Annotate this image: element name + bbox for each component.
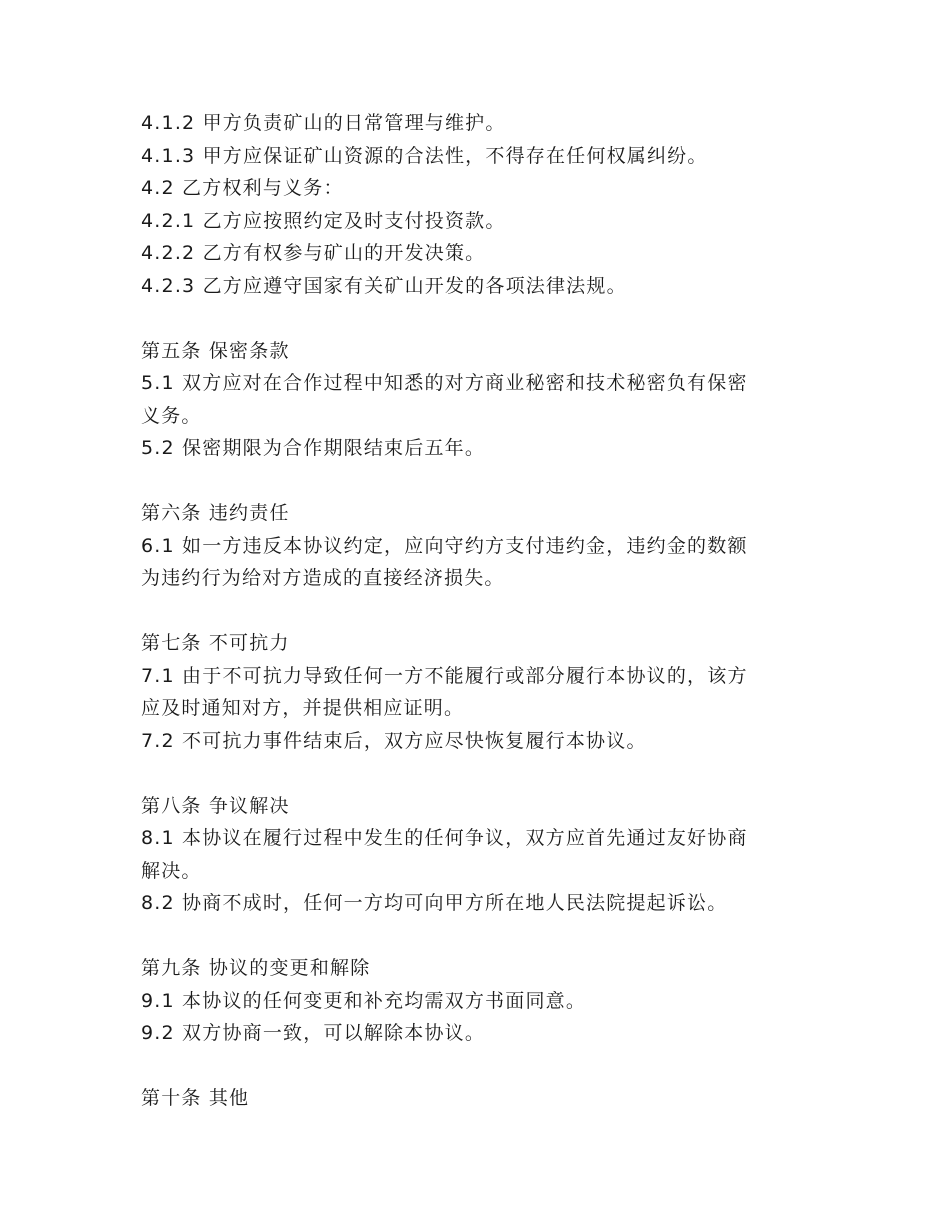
paragraph-spacer: [141, 595, 801, 628]
clause-9-1: 9.1 本协议的任何变更和补充均需双方书面同意。: [141, 989, 587, 1012]
clause-4-2-2: 4.2.2 乙方有权参与矿山的开发决策。: [141, 242, 486, 264]
paragraph-spacer: [141, 1050, 801, 1083]
article-7-heading: 第七条 不可抗力: [141, 632, 290, 654]
clause-4-1-2: 4.1.2 甲方负责矿山的日常管理与维护。: [141, 112, 506, 134]
article-10-heading: 第十条 其他: [141, 1087, 250, 1109]
article-9-heading: 第九条 协议的变更和解除: [141, 957, 371, 979]
paragraph-spacer: [141, 302, 801, 335]
article-5-heading: 第五条 保密条款: [141, 339, 290, 362]
article-8-heading: 第八条 争议解决: [141, 794, 290, 817]
clause-6-1-continued: 为违约行为给对方造成的直接经济损失。: [141, 567, 505, 589]
paragraph-spacer: [141, 920, 801, 953]
clause-4-2-heading: 4.2 乙方权利与义务：: [141, 177, 344, 199]
clause-5-1-continued: 义务。: [141, 404, 202, 427]
clause-4-2-3: 4.2.3 乙方应遵守国家有关矿山开发的各项法律法规。: [141, 274, 627, 297]
clause-7-1-continued: 应及时通知对方，并提供相应证明。: [141, 697, 465, 719]
document-body: [141, 107, 801, 1115]
paragraph-spacer: [141, 757, 801, 790]
clause-8-1: 8.1 本协议在履行过程中发生的任何争议，双方应首先通过友好协商: [141, 827, 748, 849]
clause-4-2-1: 4.2.1 乙方应按照约定及时支付投资款。: [141, 209, 506, 232]
clause-7-1: 7.1 由于不可抗力导致任何一方不能履行或部分履行本协议的，该方: [141, 664, 748, 687]
article-6-heading: 第六条 违约责任: [141, 502, 290, 524]
paragraph-spacer: [141, 465, 801, 498]
clause-5-2: 5.2 保密期限为合作期限结束后五年。: [141, 437, 486, 459]
clause-8-2: 8.2 协商不成时，任何一方均可向甲方所在地人民法院提起诉讼。: [141, 892, 728, 914]
clause-7-2: 7.2 不可抗力事件结束后，双方应尽快恢复履行本协议。: [141, 729, 647, 752]
clause-8-1-continued: 解决。: [141, 859, 202, 882]
clause-5-1: 5.1 双方应对在合作过程中知悉的对方商业秘密和技术秘密负有保密: [141, 372, 748, 394]
clause-4-1-3: 4.1.3 甲方应保证矿山资源的合法性，不得存在任何权属纠纷。: [141, 144, 708, 167]
clause-9-2: 9.2 双方协商一致，可以解除本协议。: [141, 1022, 486, 1044]
clause-6-1: 6.1 如一方违反本协议约定，应向守约方支付违约金，违约金的数额: [141, 534, 748, 557]
